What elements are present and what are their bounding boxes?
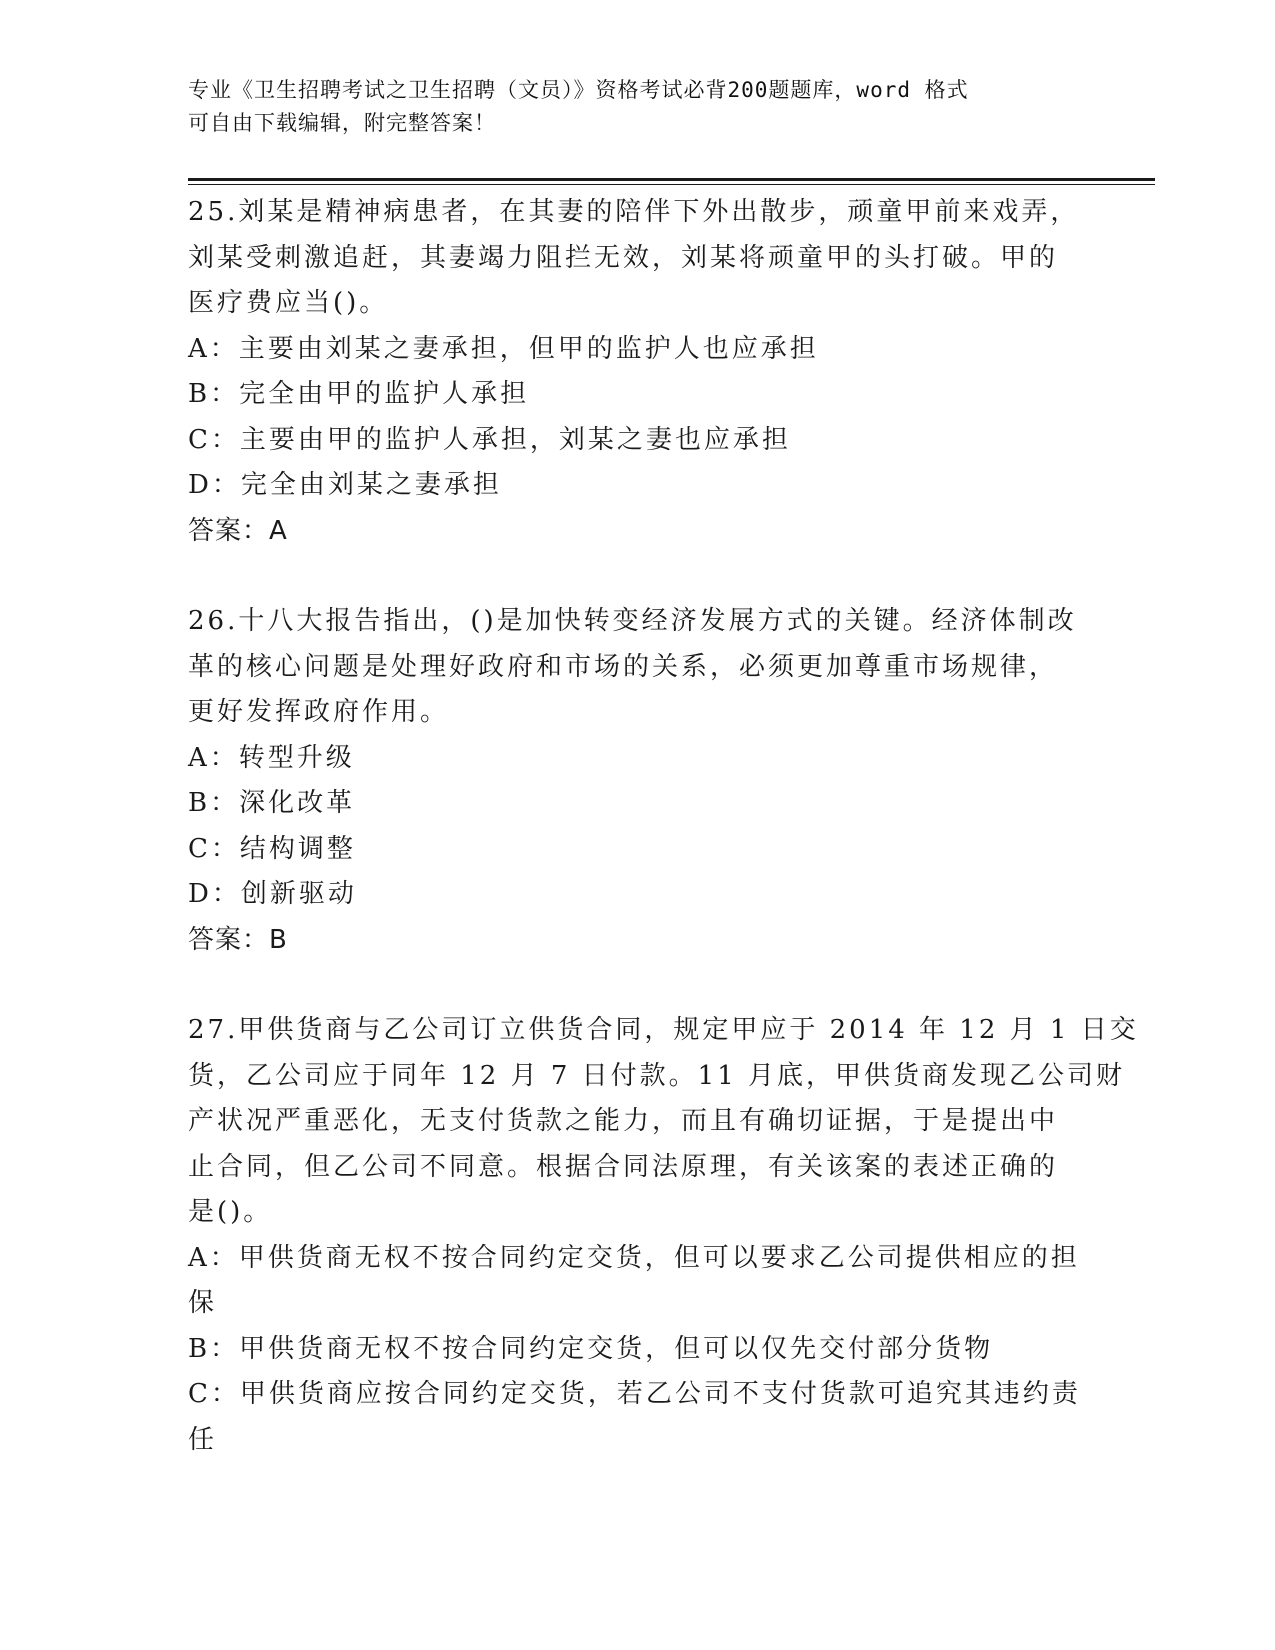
- question-stem-line: 医疗费应当()。: [188, 288, 389, 318]
- header-divider-thin: [188, 184, 1155, 185]
- question-stem-line: 产状况严重恶化，无支付货款之能力，而且有确切证据，于是提出中: [188, 1106, 1059, 1136]
- option-a-continued: 保: [188, 1288, 218, 1318]
- question-27: [188, 1008, 1139, 1463]
- option-d: D：创新驱动: [188, 879, 357, 909]
- document-header: [188, 74, 1088, 140]
- question-stem-line: 止合同，但乙公司不同意。根据合同法原理，有关该案的表述正确的: [188, 1151, 1059, 1182]
- option-c-continued: 任: [188, 1424, 218, 1455]
- question-stem-line: 25.刘某是精神病患者，在其妻的陪伴下外出散步，顽童甲前来戏弄，: [188, 197, 1080, 227]
- question-stem-line: 货，乙公司应于同年 12 月 7 日付款。11 月底，甲供货商发现乙公司财: [188, 1060, 1126, 1091]
- option-b: B：深化改革: [188, 788, 356, 818]
- question-25: [188, 190, 1088, 554]
- answer-label: 答案：B: [188, 924, 288, 955]
- option-d: D：完全由刘某之妻承担: [188, 470, 502, 500]
- question-stem-line: 革的核心问题是处理好政府和市场的关系，必须更加尊重市场规律，: [188, 651, 1059, 682]
- header-line-1: 专业《卫生招聘考试之卫生招聘（文员）》资格考试必背200题题库，word 格式: [188, 78, 969, 102]
- question-stem-line: 是()。: [188, 1197, 273, 1227]
- option-c: C：结构调整: [188, 833, 356, 864]
- option-c: C：主要由甲的监护人承担，刘某之妻也应承担: [188, 424, 791, 455]
- option-c: C：甲供货商应按合同约定交货，若乙公司不支付货款可追究其违约责: [188, 1379, 1081, 1409]
- answer-label: 答案：A: [188, 515, 288, 546]
- question-stem-line: 刘某受刺激追赶，其妻竭力阻拦无效，刘某将顽童甲的头打破。甲的: [188, 242, 1059, 273]
- question-stem-line: 更好发挥政府作用。: [188, 697, 450, 727]
- header-divider-thick: [188, 178, 1155, 181]
- question-stem-line: 27.甲供货商与乙公司订立供货合同，规定甲应于 2014 年 12 月 1 日交: [188, 1015, 1139, 1045]
- option-b: B：甲供货商无权不按合同约定交货，但可以仅先交付部分货物: [188, 1333, 994, 1364]
- option-b: B：完全由甲的监护人承担: [188, 379, 530, 409]
- question-stem-line: 26.十八大报告指出，()是加快转变经济发展方式的关键。经济体制改: [188, 606, 1077, 636]
- option-a: A：甲供货商无权不按合同约定交货，但可以要求乙公司提供相应的担: [188, 1242, 1080, 1273]
- option-a: A：主要由刘某之妻承担，但甲的监护人也应承担: [188, 333, 819, 364]
- questions-content: [188, 190, 1139, 1463]
- question-26: [188, 599, 1088, 963]
- option-a: A：转型升级: [188, 742, 355, 773]
- header-line-2: 可自由下载编辑，附完整答案！: [188, 111, 496, 135]
